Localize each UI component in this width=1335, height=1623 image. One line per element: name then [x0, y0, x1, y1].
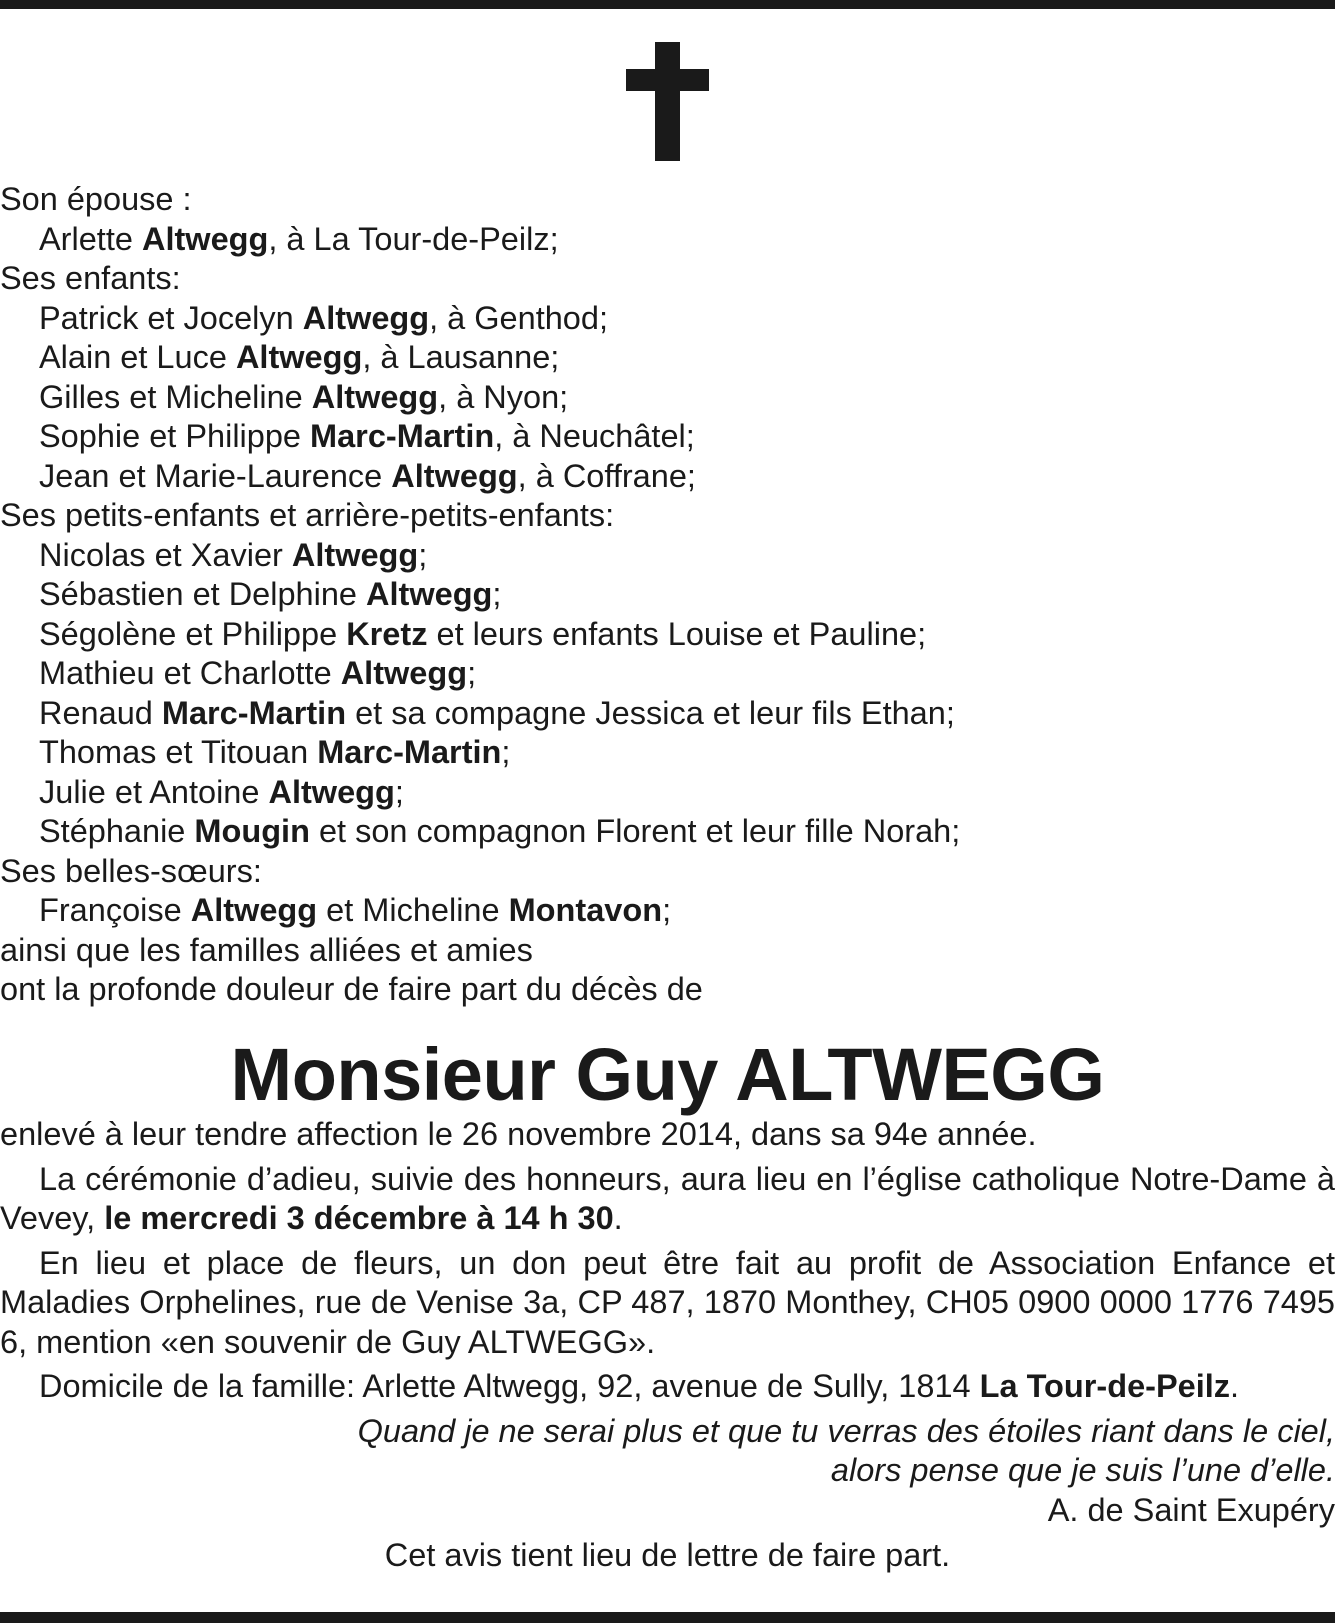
text-run: Sébastien et Delphine [39, 576, 367, 612]
family-member-line [0, 733, 1335, 773]
family-member-line [0, 694, 1335, 734]
surname: Altwegg [340, 655, 468, 691]
surname: La Tour-de-Peilz [979, 1368, 1231, 1404]
notice-paragraphs [0, 1115, 1335, 1407]
spouse-header: Son épouse : [0, 181, 192, 217]
notice-body [0, 1115, 1335, 1576]
family-member-line [0, 299, 1335, 339]
text-run: ; [501, 734, 511, 770]
surname: Altwegg [291, 536, 419, 573]
grandchildren-header: Ses petits-enfants et arrière-petits-enfants: [0, 497, 615, 533]
closing-note: Cet avis tient lieu de lettre de faire part. [384, 1537, 951, 1573]
surname: Marc-Martin [317, 734, 502, 770]
surname: Altwegg [268, 773, 395, 810]
text-run: Françoise [39, 892, 191, 928]
text-run: . [1230, 1368, 1240, 1404]
text-run: La cérémonie d’adieu, suivie des honneurs, aura lieu en l’église catholique Notre-Dame à Vevey, [0, 1160, 1335, 1236]
grandchildren-list [0, 536, 1335, 852]
closing-line-announcement: ont la profonde douleur de faire part du décès de [0, 971, 703, 1007]
deceased-name: Monsieur Guy ALTWEGG [230, 1033, 1105, 1116]
family-member-line [0, 220, 1335, 260]
notice-paragraph [0, 1367, 1335, 1407]
text-run: En lieu et place de fleurs, un don peut être fait au profit de Association Enfance et Maladies Orphelines, rue de Venise 3a, CP 487, 1870 Monthey, CH05 0900 0000 1776 7495 6, mention «en souvenir de Guy ALTWEGG». [0, 1244, 1335, 1360]
cross-icon [626, 42, 709, 161]
surname: Altwegg [235, 339, 363, 375]
text-run: , à Nyon; [438, 378, 569, 415]
text-run: , à Neuchâtel; [494, 418, 695, 454]
family-member-line [0, 891, 1335, 931]
top-border-rule [0, 0, 1335, 9]
text-run: , à Lausanne; [362, 339, 560, 375]
text-run: Alain et Luce [39, 339, 236, 375]
text-run: Jean et Marie-Laurence [39, 457, 392, 494]
notice-paragraph [0, 1244, 1335, 1363]
notice-paragraph [0, 1115, 1335, 1155]
family-member-line [0, 338, 1335, 378]
text-run: ; [418, 536, 428, 573]
surname: Altwegg [391, 457, 518, 494]
family-member-line [0, 575, 1335, 615]
text-run: , à La Tour-de-Peilz; [268, 220, 559, 257]
text-run: , à Coffrane; [517, 457, 696, 494]
text-run: Domicile de la famille: Arlette Altwegg, 92, avenue de Sully, 1814 [39, 1368, 980, 1404]
text-run: Stéphanie [39, 813, 195, 849]
surname: Altwegg [190, 892, 318, 928]
surname: Kretz [346, 615, 428, 652]
text-run: Julie et Antoine [39, 773, 269, 810]
text-run: et Micheline [317, 892, 509, 928]
text-run: Thomas et Titouan [39, 734, 318, 770]
family-member-line [0, 457, 1335, 497]
text-run: et son compagnon Florent et leur fille Norah; [309, 813, 961, 849]
text-run: ; [467, 655, 477, 691]
text-run: Mathieu et Charlotte [39, 655, 341, 691]
text-run: , à Genthod; [429, 299, 608, 336]
text-run: Patrick et Jocelyn [39, 299, 303, 336]
text-run: Sophie et Philippe [39, 418, 311, 454]
family-member-line [0, 773, 1335, 813]
sisters-in-law-list [0, 891, 1335, 931]
spouse-list [0, 220, 1335, 260]
family-member-line [0, 812, 1335, 852]
surname: Altwegg [366, 576, 493, 612]
text-run: ; [662, 892, 672, 928]
family-list [0, 180, 1335, 1010]
surname: Marc-Martin [161, 694, 347, 731]
quote-line-2: alors pense que je suis l’une d’elle. [830, 1452, 1335, 1488]
children-header: Ses enfants: [0, 260, 181, 296]
notice-paragraph [0, 1160, 1335, 1239]
quote-line-1: Quand je ne serai plus et que tu verras des étoiles riant dans le ciel, [357, 1412, 1335, 1449]
text-run: Renaud [39, 694, 162, 731]
family-member-line [0, 417, 1335, 457]
children-list [0, 299, 1335, 497]
text-run: enlevé à leur tendre affection le 26 novembre 2014, dans sa 94e année. [0, 1116, 1037, 1152]
family-member-line [0, 536, 1335, 576]
family-member-line [0, 654, 1335, 694]
family-member-line [0, 378, 1335, 418]
sisters-in-law-header: Ses belles-sœurs: [0, 852, 262, 889]
surname: Altwegg [141, 220, 269, 257]
text-run: Arlette [39, 220, 142, 257]
bottom-border-rule [0, 1612, 1335, 1623]
closing-line-allies: ainsi que les familles alliées et amies [0, 931, 533, 968]
text-run: . [613, 1200, 623, 1236]
surname: Altwegg [302, 299, 430, 336]
surname: Altwegg [311, 378, 439, 415]
surname: le mercredi 3 décembre à 14 h 30 [104, 1200, 614, 1236]
surname: Marc-Martin [310, 418, 495, 454]
surname: Mougin [194, 813, 310, 849]
text-run: et sa compagne Jessica et leur fils Ethan; [346, 694, 955, 731]
text-run: ; [394, 773, 404, 810]
quote-author: A. de Saint Exupéry [1047, 1491, 1335, 1528]
text-run: et leurs enfants Louise et Pauline; [427, 615, 927, 652]
text-run: Ségolène et Philippe [39, 615, 347, 652]
text-run: Gilles et Micheline [39, 378, 312, 415]
text-run: ; [492, 576, 502, 612]
surname: Montavon [508, 892, 663, 928]
family-member-line [0, 615, 1335, 655]
text-run: Nicolas et Xavier [39, 536, 292, 573]
